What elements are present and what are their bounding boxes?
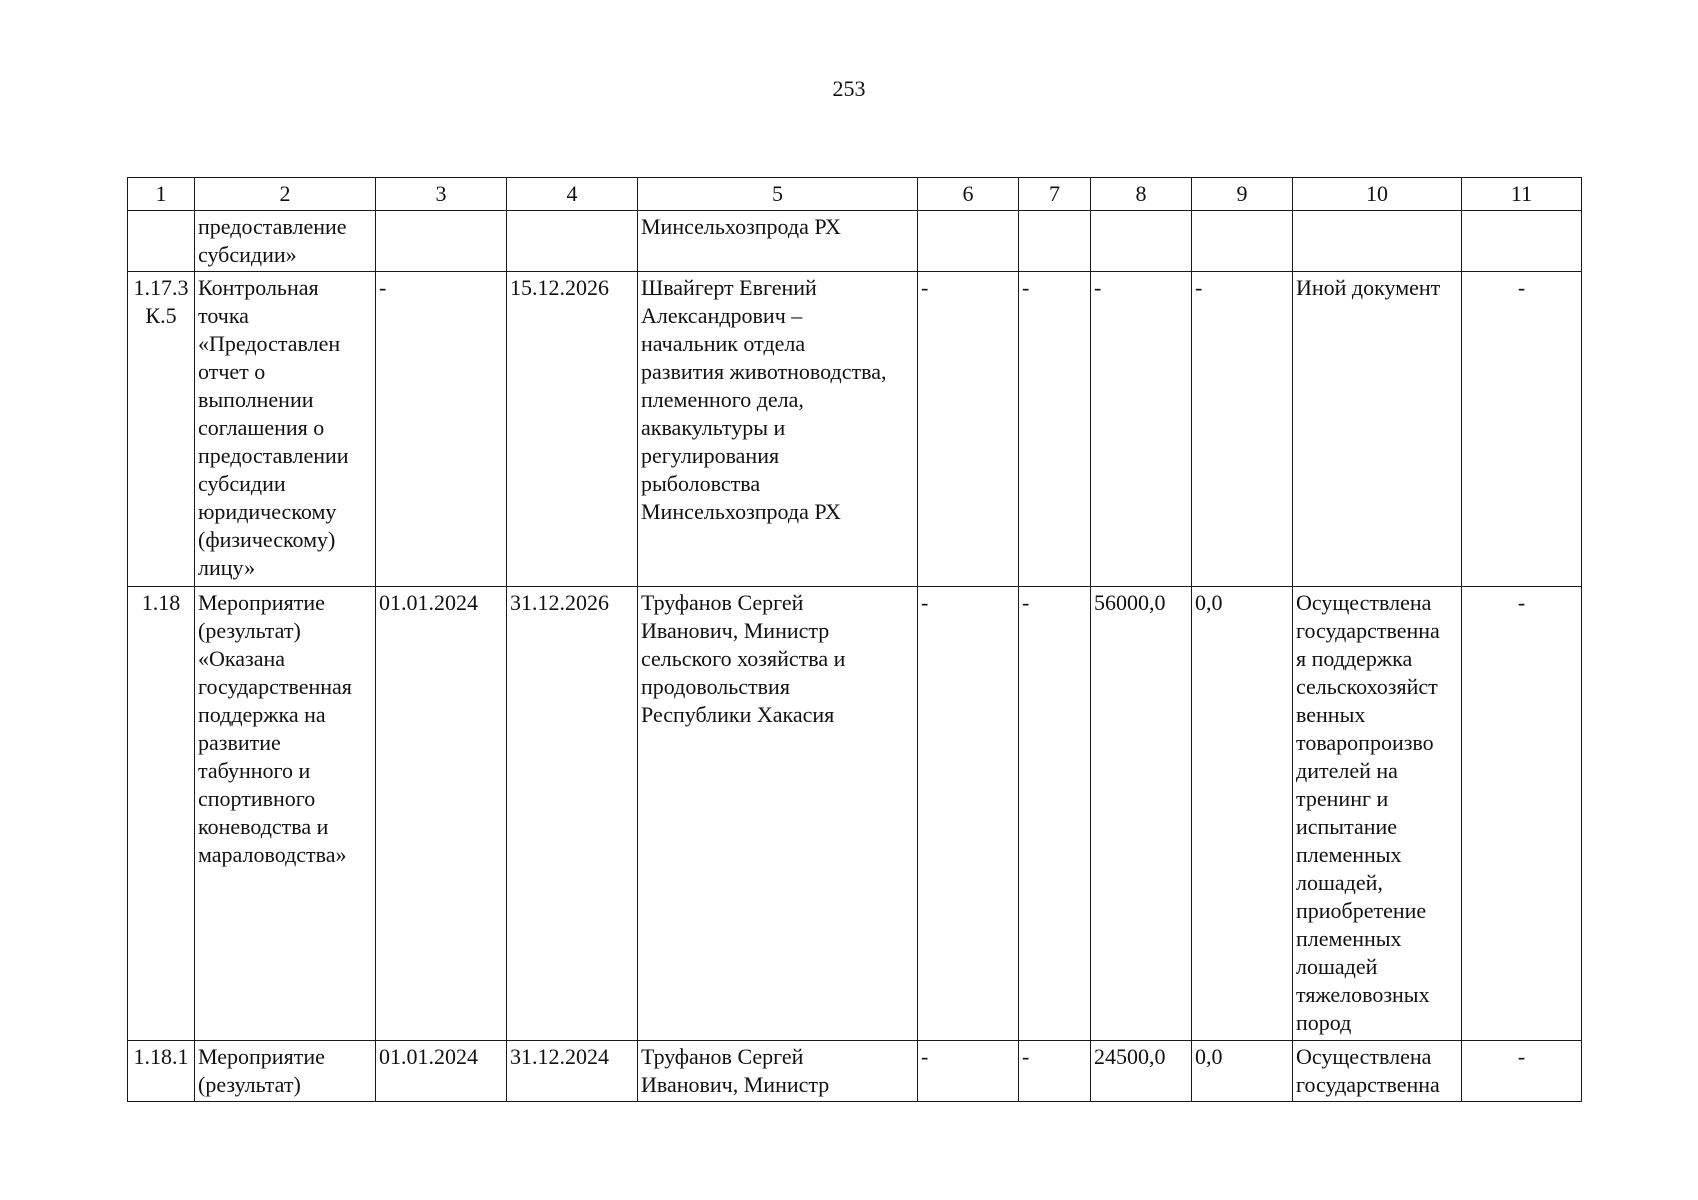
cell-result: Иной документ (1293, 272, 1462, 587)
cell-col-7: - (1019, 587, 1091, 1041)
cell-col-8: 56000,0 (1091, 587, 1192, 1041)
cell-number (128, 211, 195, 272)
cell-end-date: 31.12.2024 (507, 1041, 638, 1102)
cell-col-8 (1091, 211, 1192, 272)
table-row (128, 1041, 1582, 1102)
cell-col-7: - (1019, 1041, 1091, 1102)
cell-col-7 (1019, 211, 1091, 272)
table-header-row (128, 178, 1582, 211)
cell-col-9: 0,0 (1192, 1041, 1293, 1102)
cell-number: 1.17.3 К.5 (128, 272, 195, 587)
header-col-3: 3 (376, 178, 507, 211)
cell-col-9 (1192, 211, 1293, 272)
cell-start-date: 01.01.2024 (376, 587, 507, 1041)
cell-result: Осуществлена государственна (1293, 1041, 1462, 1102)
cell-result: Осуществлена государственна я поддержка сельскохозяйст венных товаропроизво дителей на тренинг и испытание племенных лошадей, приобретение племенных лошадей тяжеловозных пород (1293, 587, 1462, 1041)
cell-start-date: - (376, 272, 507, 587)
header-col-4: 4 (507, 178, 638, 211)
main-table (127, 177, 1582, 1102)
cell-col-6: - (918, 587, 1019, 1041)
cell-col-8: - (1091, 272, 1192, 587)
cell-number: 1.18.1 (128, 1041, 195, 1102)
table-row (128, 211, 1582, 272)
cell-col-11: - (1462, 272, 1582, 587)
cell-name: предоставление субсидии» (195, 211, 376, 272)
cell-start-date: 01.01.2024 (376, 1041, 507, 1102)
cell-col-6: - (918, 272, 1019, 587)
header-col-1: 1 (128, 178, 195, 211)
cell-col-11: - (1462, 1041, 1582, 1102)
page-number: 253 (832, 76, 866, 101)
header-col-11: 11 (1462, 178, 1582, 211)
cell-end-date: 15.12.2026 (507, 272, 638, 587)
header-col-5: 5 (638, 178, 918, 211)
cell-name: Мероприятие (результат) (195, 1041, 376, 1102)
table-row (128, 272, 1582, 587)
cell-start-date (376, 211, 507, 272)
cell-col-6: - (918, 1041, 1019, 1102)
header-col-9: 9 (1192, 178, 1293, 211)
cell-number: 1.18 (128, 587, 195, 1041)
header-col-7: 7 (1019, 178, 1091, 211)
cell-col-6 (918, 211, 1019, 272)
header-col-2: 2 (195, 178, 376, 211)
cell-col-7: - (1019, 272, 1091, 587)
cell-name: Контрольная точка «Предоставлен отчет о выполнении соглашения о предоставлении субсидии юридическому (физическому) лицу» (195, 272, 376, 587)
cell-col-11 (1462, 211, 1582, 272)
cell-result (1293, 211, 1462, 272)
table-row (128, 587, 1582, 1041)
cell-col-11: - (1462, 587, 1582, 1041)
header-col-10: 10 (1293, 178, 1462, 211)
cell-col-8: 24500,0 (1091, 1041, 1192, 1102)
cell-responsible: Труфанов Сергей Иванович, Министр сельского хозяйства и продовольствия Республики Хакасия (638, 587, 918, 1041)
cell-end-date: 31.12.2026 (507, 587, 638, 1041)
cell-col-9: - (1192, 272, 1293, 587)
cell-end-date (507, 211, 638, 272)
header-col-6: 6 (918, 178, 1019, 211)
cell-name: Мероприятие (результат) «Оказана государственная поддержка на развитие табунного и спортивного коневодства и мараловодства» (195, 587, 376, 1041)
cell-responsible: Швайгерт Евгений Александрович – начальник отдела развития животноводства, племенного дела, аквакультуры и регулирования рыболовства Минсельхозпрода РХ (638, 272, 918, 587)
header-col-8: 8 (1091, 178, 1192, 211)
cell-responsible: Минсельхозпрода РХ (638, 211, 918, 272)
cell-responsible: Труфанов Сергей Иванович, Министр (638, 1041, 918, 1102)
cell-col-9: 0,0 (1192, 587, 1293, 1041)
